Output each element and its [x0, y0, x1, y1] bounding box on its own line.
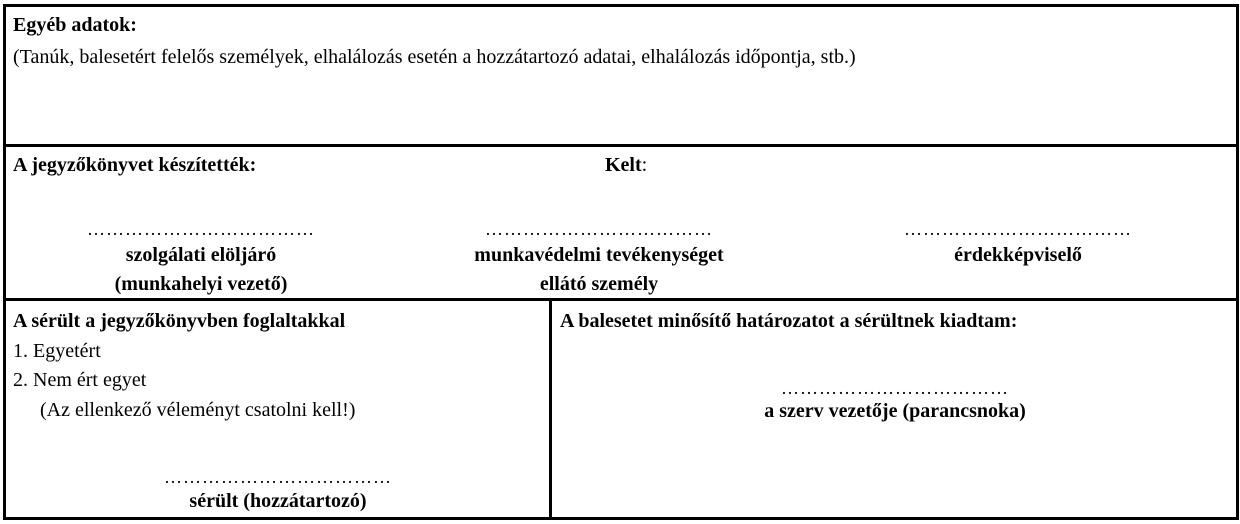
other-data-subtitle: (Tanúk, balesetért felelős személyek, elhalálozás esetén a hozzátartozó adatai, elhalálozás időpontja, stb.)	[13, 46, 856, 68]
date-field	[605, 153, 647, 177]
signatures-section	[6, 147, 1236, 301]
signature-label-representative: érdekképviselő	[954, 244, 1082, 266]
injured-note: (Az ellenkező véleményt csatolni kell!)	[40, 399, 356, 421]
signature-line-representative: ………………………………	[904, 219, 1132, 239]
other-data-section	[6, 7, 1236, 147]
signature-line-injured: ………………………………	[164, 467, 392, 487]
injured-party-section	[6, 301, 552, 517]
signature-sublabel-supervisor: (munkahelyi vezető)	[114, 273, 288, 295]
signature-label-injured: sérült (hozzátartozó)	[189, 490, 367, 512]
decision-heading: A balesetet minősítő határozatot a sérültnek kiadtam:	[560, 310, 1018, 332]
bottom-section	[6, 301, 1236, 517]
accident-report-form	[3, 4, 1239, 520]
signature-sublabel-safety-officer: ellátó személy	[539, 273, 659, 295]
decision-section	[552, 301, 1236, 517]
other-data-title: Egyéb adatok:	[13, 14, 137, 36]
date-colon: :	[641, 154, 648, 176]
signature-label-head: a szerv vezetője (parancsnoka)	[764, 400, 1026, 422]
signature-label-safety-officer: munkavédelmi tevékenységet	[474, 244, 724, 266]
injured-option-agree: 1. Egyetért	[13, 340, 101, 362]
signature-line-safety-officer: ………………………………	[485, 219, 713, 239]
injured-heading: A sérült a jegyzőkönyvben foglaltakkal	[13, 310, 346, 332]
signature-label-supervisor: szolgálati elöljáró	[125, 244, 277, 266]
injured-option-disagree: 2. Nem ért egyet	[13, 369, 147, 391]
signature-line-head: ………………………………	[781, 378, 1009, 398]
date-label: Kelt	[605, 154, 642, 176]
signatures-heading: A jegyzőkönyvet készítették:	[13, 154, 257, 176]
signature-line-supervisor: ………………………………	[87, 219, 315, 239]
